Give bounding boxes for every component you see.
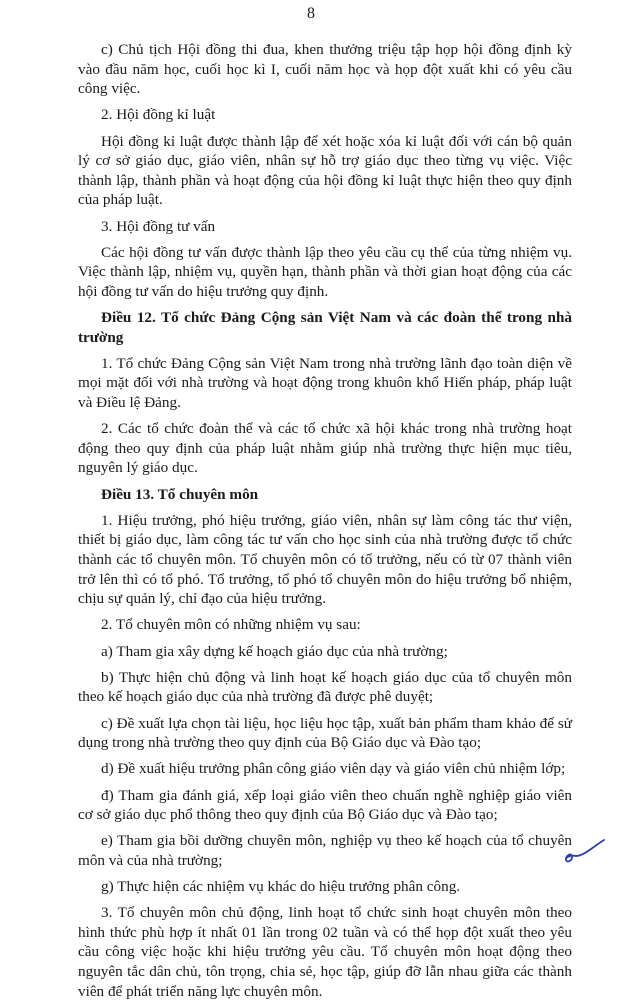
section-heading: 2. Hội đồng kỉ luật [101,106,216,124]
list-item: b) Thực hiện chủ động và linh hoạt kế hoạch giáo dục của tổ chuyên môn theo kế hoạch giáo dục của nhà trường đã được phê duyệt; [78,668,572,706]
paragraph: 3. Tổ chuyên môn chủ động, linh hoạt tổ chức sinh hoạt chuyên môn theo hình thức phù hợp ít nhất 01 lần trong 02 tuần và có thể họp đột xuất theo yêu cầu công việc hoặc khi hiệu trưởng yêu cầu. Tổ chuyên môn hoạt động theo nguyên tắc dân chủ, tôn trọng, chia sẻ, học tập, giúp đỡ lẫn nhau giữa các thành viên để phát triển năng lực chuyên môn. [78,904,572,1000]
list-item: e) Tham gia bồi dưỡng chuyên môn, nghiệp vụ theo kế hoạch của tổ chuyên môn và của nhà trường; [78,832,572,869]
list-item: đ) Tham gia đánh giá, xếp loại giáo viên theo chuẩn nghề nghiệp giáo viên cơ sở giáo dục phổ thông theo quy định của Bộ Giáo dục và Đào tạo; [78,786,572,824]
paragraph: 1. Tổ chức Đảng Cộng sản Việt Nam trong nhà trường lãnh đạo toàn diện về mọi mặt đối với nhà trường và hoạt động trong khuôn khổ Hiến pháp, pháp luật và Điều lệ Đảng. [78,354,572,412]
paragraph: 2. Tổ chuyên môn có những nhiệm vụ sau: [101,616,361,634]
article-heading: Điều 13. Tổ chuyên môn [101,485,259,503]
document-body [78,40,572,1008]
initial-signature-icon [562,836,606,866]
list-item: c) Đề xuất lựa chọn tài liệu, học liệu học tập, xuất bản phẩm tham khảo để sử dụng trong nhà trường theo quy định của Bộ Giáo dục và Đào tạo; [78,714,572,752]
section-heading: 3. Hội đồng tư vấn [101,217,216,235]
paragraph: 2. Các tổ chức đoàn thể và các tổ chức xã hội khác trong nhà trường hoạt động theo quy định của pháp luật nhằm giúp nhà trường thực hiện mục tiêu, nguyên lý giáo dục. [78,420,572,477]
paragraph: Hội đồng kỉ luật được thành lập để xét hoặc xóa kỉ luật đối với cán bộ quản lý cơ sở giáo dục, giáo viên, nhân sự hỗ trợ giáo dục theo từng vụ việc. Việc thành lập, thành phần và hoạt động của hội đồng kỉ luật thực hiện theo quy định của pháp luật. [78,132,572,209]
paragraph: Các hội đồng tư vấn được thành lập theo yêu cầu cụ thể của từng nhiệm vụ. Việc thành lập, nhiệm vụ, quyền hạn, thành phần và thời gian hoạt động của các hội đồng tư vấn do hiệu trưởng quy định. [78,243,572,300]
list-item: a) Tham gia xây dựng kế hoạch giáo dục của nhà trường; [101,642,448,660]
article-heading: Điều 12. Tổ chức Đảng Cộng sản Việt Nam và các đoàn thể trong nhà trường [78,309,572,346]
paragraph: c) Chủ tịch Hội đồng thi đua, khen thưởng triệu tập họp hội đồng định kỳ vào đầu năm học, cuối học kì I, cuối năm học và họp đột xuất khi có yêu cầu công việc. [78,41,572,98]
page-number: 8 [307,5,315,22]
list-item: d) Đề xuất hiệu trưởng phân công giáo viên dạy và giáo viên chủ nhiệm lớp; [101,760,566,778]
paragraph: 1. Hiệu trưởng, phó hiệu trưởng, giáo viên, nhân sự làm công tác thư viện, thiết bị giáo dục, làm công tác tư vấn cho học sinh của nhà trường được tổ chức thành các tổ chuyên môn. Tổ chuyên môn có tổ trưởng, nếu có từ 07 thành viên trở lên thì có tổ phó. Tổ trưởng, tổ phó tổ chuyên môn do hiệu trưởng bổ nhiệm, chịu sự quản lý, chỉ đạo của hiệu trưởng. [78,511,572,608]
list-item: g) Thực hiện các nhiệm vụ khác do hiệu trưởng phân công. [101,878,461,896]
